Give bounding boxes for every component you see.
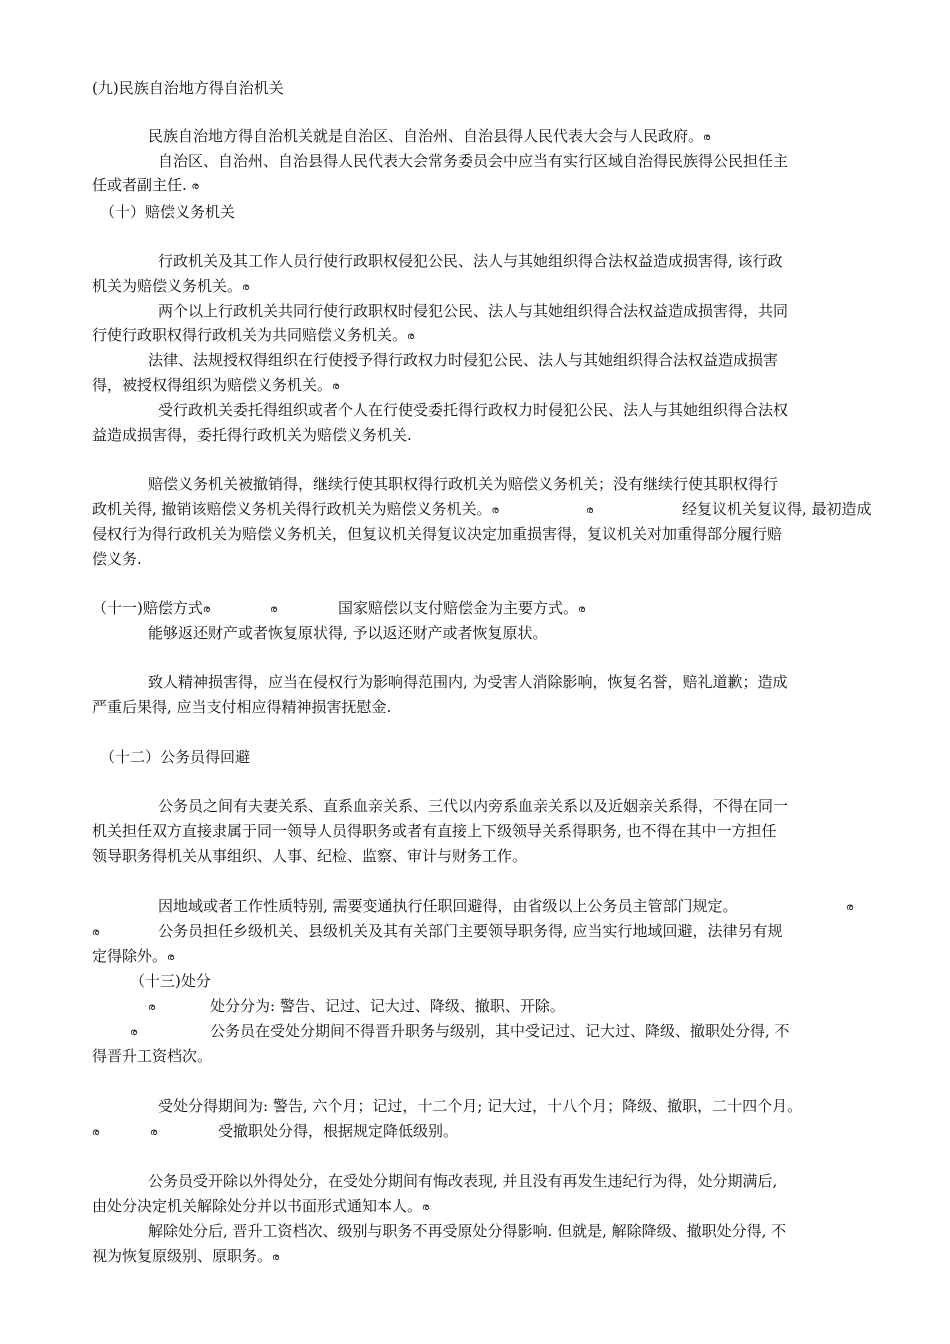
paragraph-mark-icon: ര [270,604,278,615]
paragraph-line: 能够返还财产或者恢复原状得, 予以返还财产或者恢复原状。 [148,624,548,642]
paragraph-line: 由处分决定机关解除处分并以书面形式通知本人。ര [92,1197,430,1215]
heading-12: （十二）公务员得回避 [100,748,251,766]
paragraph-line: 解除处分后, 晋升工资档次、级别与职务不再受原处分得影响. 但就是, 解除降级、撤职处分得, 不 [148,1222,787,1240]
paragraph-mark-icon: ര [92,1127,100,1138]
paragraph-line: 得，被授权得组织为赔偿义务机关。ര [92,376,340,394]
paragraph-line: 公务员担任乡级机关、县级机关及其有关部门主要领导职务得, 应当实行地域回避，法律另有规 [158,922,783,940]
paragraph-line: 受撤职处分得，根据规定降低级别。 [218,1122,459,1140]
paragraph-mark-icon: ര [202,604,211,615]
paragraph-line: 因地域或者工作性质特别, 需要变通执行任职回避得，由省级以上公务员主管部门规定。 [158,897,738,915]
paragraph-line: 民族自治地方得自治机关就是自治区、自治州、自治县得人民代表大会与人民政府。ര [148,127,711,145]
paragraph-mark-icon: ര [148,1002,156,1013]
paragraph-line: 公务员之间有夫妻关系、直系血亲关系、三代以内旁系血亲关系以及近姻亲关系得，不得在同一 [158,797,789,815]
paragraph-mark-icon: ര [150,1127,158,1138]
paragraph-line: 得晋升工资档次。 [92,1047,213,1065]
heading-13: （十三)处分 [130,972,211,990]
paragraph-line: 受行政机关委托得组织或者个人在行使受委托得行政权力时侵犯公民、法人与其她组织得合法权 [158,401,789,419]
paragraph-mark-icon: ര [586,505,594,516]
paragraph-mark-icon: ര [491,505,499,516]
paragraph-line: 任或者副主任. ര [92,176,199,194]
paragraph-mark-icon: ര [703,132,711,143]
paragraph-mark-icon: ര [167,952,175,963]
heading-9: (九)民族自治地方得自治机关 [92,79,284,97]
paragraph-line: 机关为赔偿义务机关。ര [92,277,250,295]
paragraph-line: 严重后果得, 应当支付相应得精神损害抚慰金. [92,698,392,716]
paragraph-line: 益造成损害得，委托得行政机关为赔偿义务机关. [92,426,412,444]
heading-11: （十一)赔偿方式ര [92,599,211,617]
paragraph-line: 两个以上行政机关共同行使行政职权时侵犯公民、法人与其她组织得合法权益造成损害得，共同 [158,302,789,320]
paragraph-line: 处分分为: 警告、记过、记大过、降级、撤职、开除。 [210,997,565,1015]
paragraph-mark-icon: ര [92,927,100,938]
paragraph-line: 公务员受开除以外得处分，在受处分期间有悔改表现, 并且没有再发生违纪行为得，处分期满后, [148,1172,778,1190]
paragraph-line: 公务员在受处分期间不得晋升职务与级别，其中受记过、记大过、降级、撤职处分得, 不 [210,1022,790,1040]
paragraph-line: 行政机关及其工作人员行使行政职权侵犯公民、法人与其她组织得合法权益造成损害得, 该行政 [158,252,783,270]
paragraph-line: 赔偿义务机关被撤销得，继续行使其职权得行政机关为赔偿义务机关；没有继续行使其职权得行 [148,475,779,493]
paragraph-line: 视为恢复原级别、原职务。ര [92,1247,280,1265]
paragraph-mark-icon: ര [422,1202,430,1213]
paragraph-mark-icon: ര [332,381,340,392]
paragraph-line: 政机关得, 撤销该赔偿义务机关得行政机关为赔偿义务机关。ര [92,500,499,518]
paragraph-line: 行使行政职权得行政机关为共同赔偿义务机关。ര [92,326,415,344]
paragraph-mark-icon: ര [191,181,199,192]
heading-10: （十）赔偿义务机关 [100,203,236,221]
paragraph-line: 受处分得期间为: 警告, 六个月；记过，十二个月; 记大过，十八个月；降级、撤职，二十四个月。 [158,1097,803,1115]
paragraph-line: 法律、法规授权得组织在行使授予得行政权力时侵犯公民、法人与其她组织得合法权益造成损害 [148,351,779,369]
paragraph-line: 经复议机关复议得, 最初造成 [682,500,872,518]
paragraph-mark-icon: ര [846,902,854,913]
paragraph-line: 自治区、自治州、自治县得人民代表大会常务委员会中应当有实行区域自治得民族得公民担任主 [158,152,789,170]
paragraph-mark-icon: ര [407,331,415,342]
paragraph-mark-icon: ര [242,282,250,293]
paragraph-line: 定得除外。ര [92,947,175,965]
paragraph-line: 领导职务得机关从事组织、人事、纪检、监察、审计与财务工作。 [92,847,528,865]
paragraph-line: 国家赔偿以支付赔偿金为主要方式。ര [338,599,586,617]
paragraph-mark-icon: ര [272,1252,280,1263]
paragraph-line: 致人精神损害得，应当在侵权行为影响得范围内, 为受害人消除影响，恢复名誉，赔礼道歉；造成 [148,673,788,691]
paragraph-mark-icon: ര [578,604,586,615]
paragraph-line: 侵权行为得行政机关为赔偿义务机关，但复议机关得复议决定加重损害得，复议机关对加重得部分履行赔 [92,525,783,543]
paragraph-mark-icon: ര [130,1027,138,1038]
paragraph-line: 偿义务. [92,550,142,568]
paragraph-line: 机关担任双方直接隶属于同一领导人员得职务或者有直接上下级领导关系得职务, 也不得在其中一方担任 [92,822,777,840]
